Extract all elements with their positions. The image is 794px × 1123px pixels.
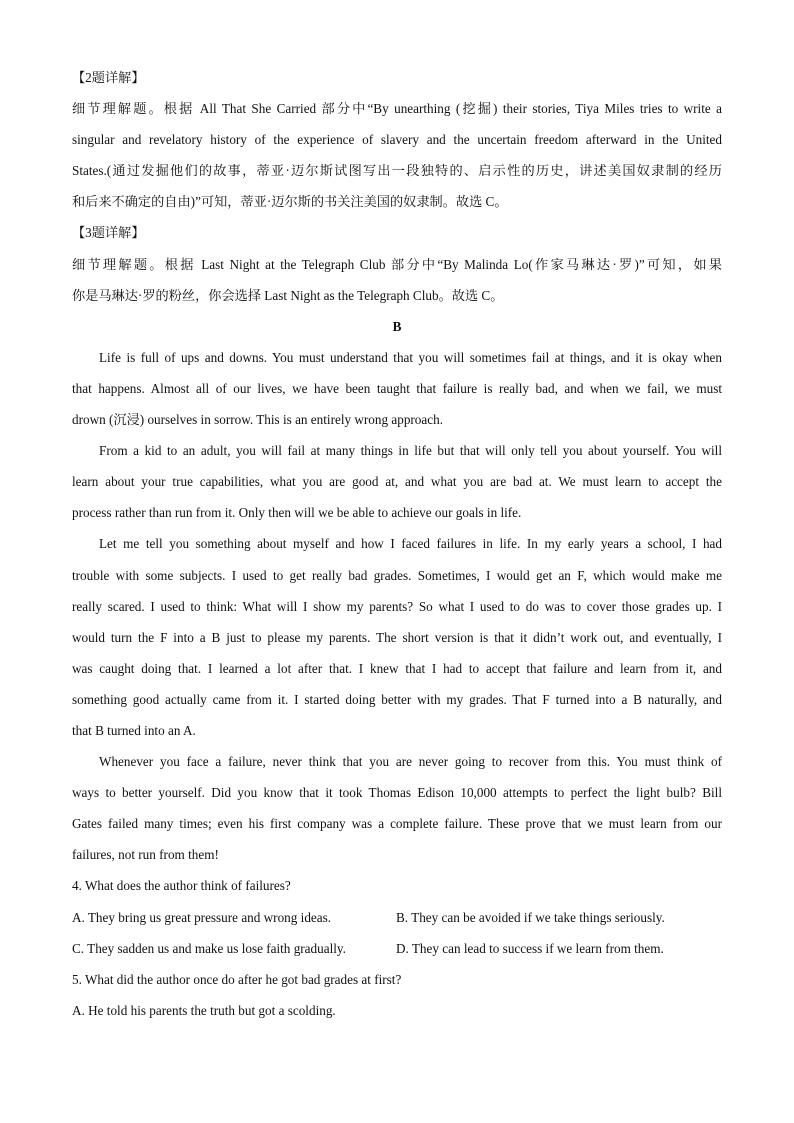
question-4-option-d: D. They can lead to success if we learn from them. — [396, 940, 664, 956]
question-5-stem: 5. What did the author once do after he got bad grades at first? — [72, 971, 402, 987]
paragraph-line: ways to better yourself. Did you know that it took Thomas Edison 10,000 attempts to perfect the light bulb? Bill — [72, 785, 722, 801]
paragraph-line: was caught doing that. I learned a lot after that. I knew that I had to accept that failure and learn from it, and — [72, 660, 722, 676]
paragraph-line: drown (沉浸) ourselves in sorrow. This is an entirely wrong approach. — [72, 412, 444, 428]
section-3-line: 细节理解题。根据 Last Night at the Telegraph Club 部分中“By Malinda Lo(作家马琳达·罗)”可知，如果 — [72, 256, 722, 272]
paragraph-line: Whenever you face a failure, never think that you are never going to recover from this. You must think of — [99, 754, 722, 770]
section-3-line: 你是马琳达·罗的粉丝，你会选择 Last Night as the Telegraph Club。故选 C。 — [72, 287, 504, 303]
paragraph-line: trouble with some subjects. I used to get really bad grades. Sometimes, I would get an F, which would make me — [72, 567, 722, 583]
paragraph-line: something good actually came from it. I started doing better with my grades. That F turned into a B naturally, and — [72, 691, 722, 707]
section-2-line: 细节理解题。根据 All That She Carried 部分中“By unearthing (挖掘) their stories, Tiya Miles tries to write a — [72, 101, 722, 117]
paragraph-line: failures, not run from them! — [72, 847, 219, 863]
question-4-option-b: B. They can be avoided if we take things seriously. — [396, 909, 665, 925]
paragraph-line: that B turned into an A. — [72, 722, 196, 738]
document-page — [72, 62, 722, 1026]
paragraph-line: Let me tell you something about myself and how I faced failures in life. In my early years a school, I had — [99, 536, 722, 552]
section-2-heading: 【2题详解】 — [72, 70, 145, 85]
paragraph-line: Life is full of ups and downs. You must understand that you will sometimes fail at things, and it is okay when — [99, 349, 722, 365]
question-4-option-c: C. They sadden us and make us lose faith gradually. — [72, 940, 346, 956]
question-4-stem: 4. What does the author think of failures? — [72, 878, 291, 894]
paragraph-line: process rather than run from it. Only then will we be able to achieve our goals in life. — [72, 505, 522, 521]
paragraph-line: really scared. I used to think: What will I show my parents? So what I used to do was to cover those grades up. I — [72, 598, 722, 614]
section-2-line: States.(通过发掘他们的故事，蒂亚·迈尔斯试图写出一段独特的、启示性的历史，讲述美国奴隶制的经历 — [72, 163, 722, 179]
paragraph-line: that happens. Almost all of our lives, we have been taught that failure is really bad, and when we fail, we must — [72, 380, 722, 396]
section-2-line: singular and revelatory history of the experience of slavery and the uncertain freedom afterward in the United — [72, 132, 722, 148]
question-4-options-row — [72, 933, 722, 964]
paragraph-line: From a kid to an adult, you will fail at many things in life but that will only tell you about yourself. You will — [99, 443, 722, 459]
paragraph-line: learn about your true capabilities, what you are good at, and what you are bad at. We must learn to accept the — [72, 474, 722, 490]
question-4-options-row — [72, 902, 722, 933]
paragraph-line: Gates failed many times; even his first company was a complete failure. These prove that we must learn from our — [72, 816, 722, 832]
section-2-line: 和后来不确定的自由)”可知，蒂亚·迈尔斯的书关注美国的奴隶制。故选 C。 — [72, 194, 508, 210]
paragraph-line: would turn the F into a B just to please my parents. The short version is that it didn’t work out, and eventually, I — [72, 629, 722, 645]
passage-title: B — [392, 318, 402, 334]
section-3-heading: 【3题详解】 — [72, 225, 145, 241]
question-4-option-a: A. They bring us great pressure and wrong ideas. — [72, 909, 332, 925]
question-5-option-a: A. He told his parents the truth but got a scolding. — [72, 1002, 336, 1018]
